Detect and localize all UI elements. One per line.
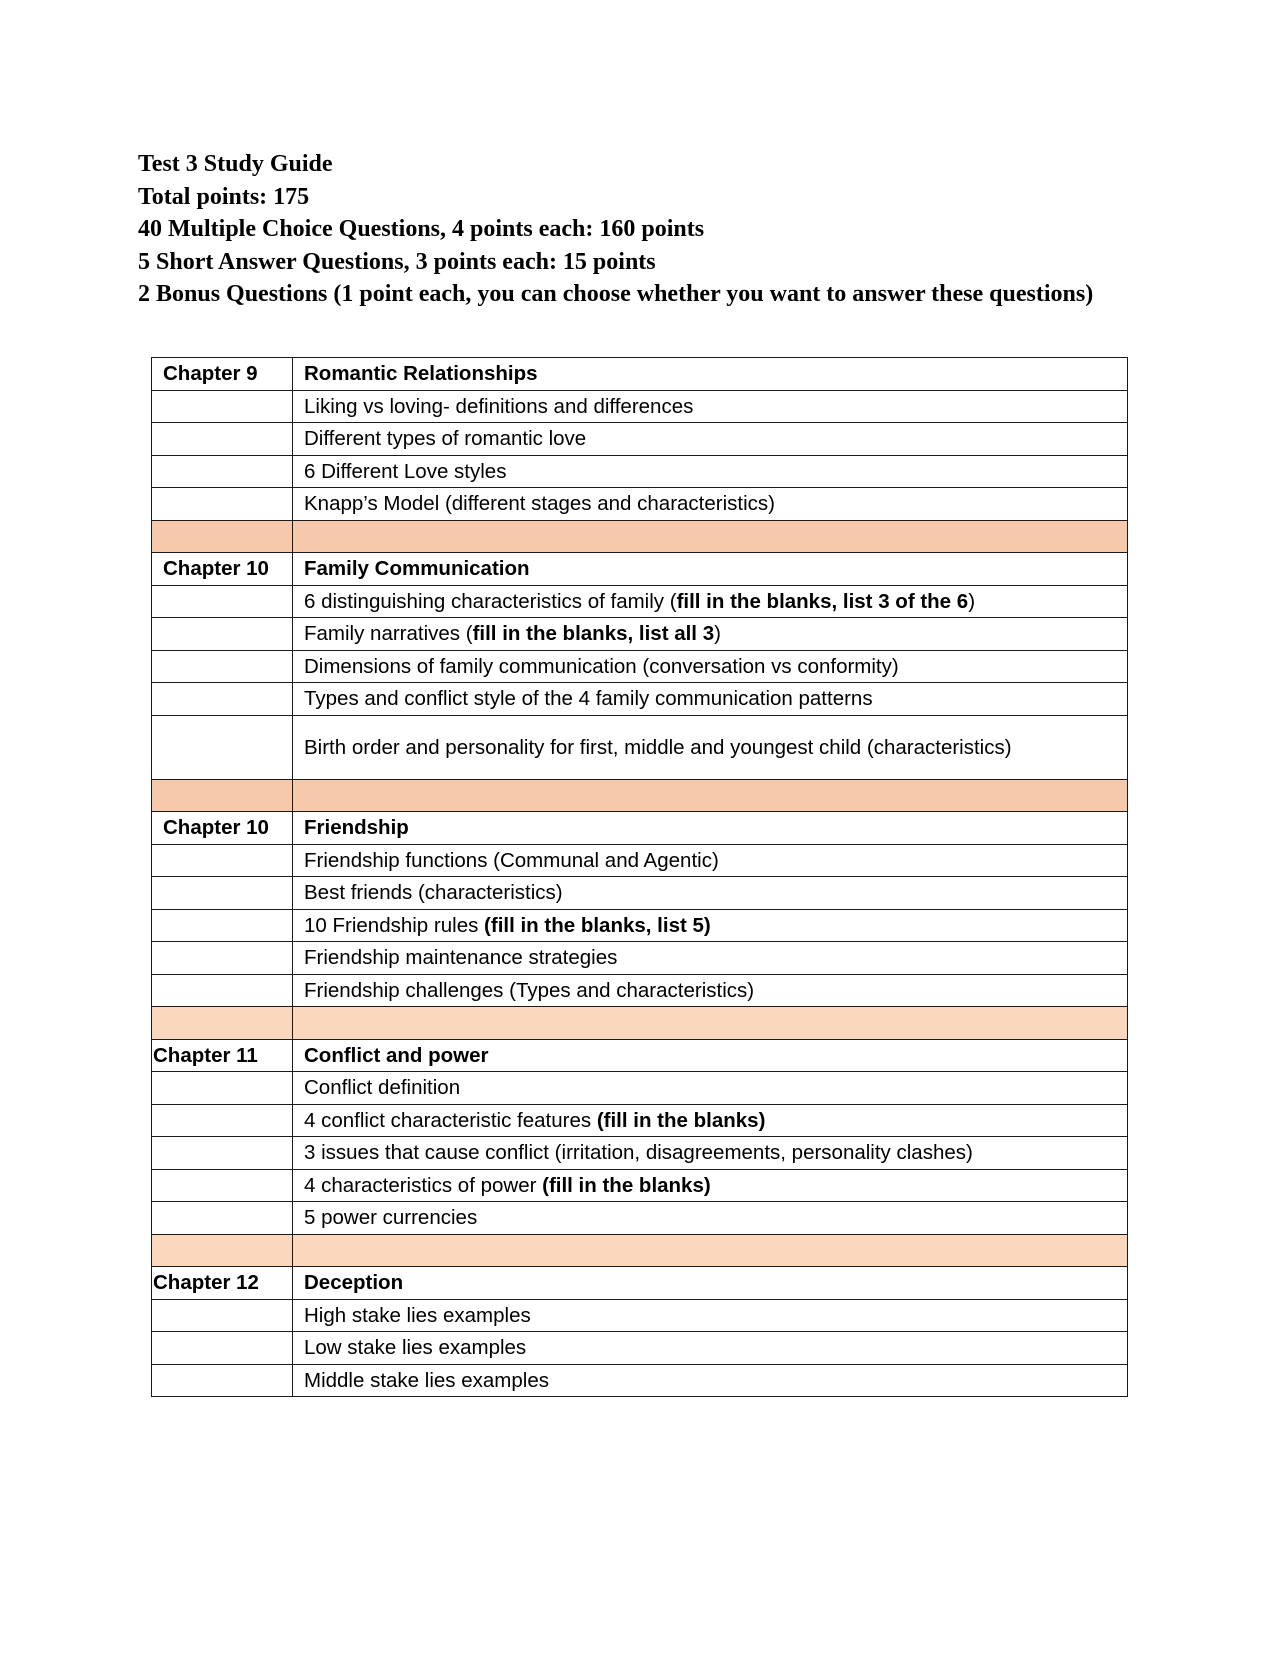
topic-item: 4 characteristics of power (fill in the blanks) [293, 1169, 1128, 1202]
topic-item: Different types of romantic love [293, 423, 1128, 456]
table-row [152, 585, 1128, 618]
table-row [152, 1332, 1128, 1365]
chapter-cell [152, 455, 293, 488]
table-row [152, 1137, 1128, 1170]
topic-item: Family narratives (fill in the blanks, list all 3) [293, 618, 1128, 651]
topic-title: Deception [293, 1267, 1128, 1300]
chapter-cell [152, 1364, 293, 1397]
section-separator [152, 1007, 1128, 1040]
document-header [138, 148, 1093, 311]
section-separator [152, 1234, 1128, 1267]
topic-title: Romantic Relationships [293, 358, 1128, 391]
chapter-cell [152, 909, 293, 942]
chapter-cell [152, 683, 293, 716]
topic-item: Low stake lies examples [293, 1332, 1128, 1365]
topic-item: 6 distinguishing characteristics of family (fill in the blanks, list 3 of the 6) [293, 585, 1128, 618]
topic-item: 6 Different Love styles [293, 455, 1128, 488]
chapter-cell [152, 844, 293, 877]
topic-item: Knapp’s Model (different stages and characteristics) [293, 488, 1128, 521]
table-row [152, 1169, 1128, 1202]
topic-item: Friendship maintenance strategies [293, 942, 1128, 975]
chapter-cell [152, 1299, 293, 1332]
chapter-label: Chapter 10 [152, 553, 293, 586]
chapter-label: Chapter 9 [152, 358, 293, 391]
bonus-info: 2 Bonus Questions (1 point each, you can choose whether you want to answer these questions) [138, 281, 1094, 307]
table-row [152, 812, 1128, 845]
table-row [152, 423, 1128, 456]
chapter-cell [152, 974, 293, 1007]
topic-item: Liking vs loving- definitions and differences [293, 390, 1128, 423]
section-separator [152, 779, 1128, 812]
chapter-cell [152, 650, 293, 683]
topic-title: Family Communication [293, 553, 1128, 586]
topic-title: Conflict and power [293, 1039, 1128, 1072]
chapter-cell [152, 1072, 293, 1105]
topic-item: High stake lies examples [293, 1299, 1128, 1332]
chapter-cell [152, 488, 293, 521]
multiple-choice-info: 40 Multiple Choice Questions, 4 points each: 160 points [138, 216, 705, 242]
topic-item: Friendship functions (Communal and Agentic) [293, 844, 1128, 877]
section-separator [152, 520, 1128, 553]
table-row [152, 1104, 1128, 1137]
chapter-cell [152, 942, 293, 975]
short-answer-info: 5 Short Answer Questions, 3 points each: 15 points [138, 248, 656, 275]
document-title: Test 3 Study Guide [138, 151, 333, 177]
chapter-cell [152, 1137, 293, 1170]
chapter-cell [152, 1169, 293, 1202]
topic-item: Conflict definition [293, 1072, 1128, 1105]
topic-title: Friendship [293, 812, 1128, 845]
table-row [152, 1364, 1128, 1397]
table-row [152, 618, 1128, 651]
topic-item: 5 power currencies [293, 1202, 1128, 1235]
table-row [152, 358, 1128, 391]
total-points: Total points: 175 [138, 183, 310, 210]
table-row [152, 974, 1128, 1007]
topic-item: Best friends (characteristics) [293, 877, 1128, 910]
table-row [152, 909, 1128, 942]
topic-item: 4 conflict characteristic features (fill in the blanks) [293, 1104, 1128, 1137]
chapter-cell [152, 585, 293, 618]
table-row [152, 1072, 1128, 1105]
table-row [152, 650, 1128, 683]
table-row [152, 683, 1128, 716]
topic-item: Birth order and personality for first, middle and youngest child (characteristics) [293, 715, 1128, 779]
table-row [152, 1039, 1128, 1072]
table-row [152, 488, 1128, 521]
topic-item: 10 Friendship rules (fill in the blanks, list 5) [293, 909, 1128, 942]
chapter-cell [152, 1332, 293, 1365]
table-row [152, 1267, 1128, 1300]
chapter-label: Chapter 12 [152, 1267, 293, 1300]
table-row [152, 877, 1128, 910]
table-row [152, 1299, 1128, 1332]
chapter-cell [152, 390, 293, 423]
topic-item: 3 issues that cause conflict (irritation, disagreements, personality clashes) [293, 1137, 1128, 1170]
table-row [152, 390, 1128, 423]
chapter-label: Chapter 10 [152, 812, 293, 845]
table-row [152, 553, 1128, 586]
table-row [152, 715, 1128, 779]
topic-item: Dimensions of family communication (conversation vs conformity) [293, 650, 1128, 683]
chapter-cell [152, 1202, 293, 1235]
chapter-cell [152, 877, 293, 910]
table-row [152, 942, 1128, 975]
chapter-label: Chapter 11 [152, 1039, 293, 1072]
chapter-cell [152, 423, 293, 456]
chapter-cell [152, 1104, 293, 1137]
table-row [152, 1202, 1128, 1235]
table-row [152, 844, 1128, 877]
chapter-cell [152, 618, 293, 651]
topic-item: Types and conflict style of the 4 family communication patterns [293, 683, 1128, 716]
chapter-cell [152, 715, 293, 779]
study-guide-table [151, 357, 1128, 1397]
topic-item: Middle stake lies examples [293, 1364, 1128, 1397]
table-row [152, 455, 1128, 488]
topic-item: Friendship challenges (Types and characteristics) [293, 974, 1128, 1007]
